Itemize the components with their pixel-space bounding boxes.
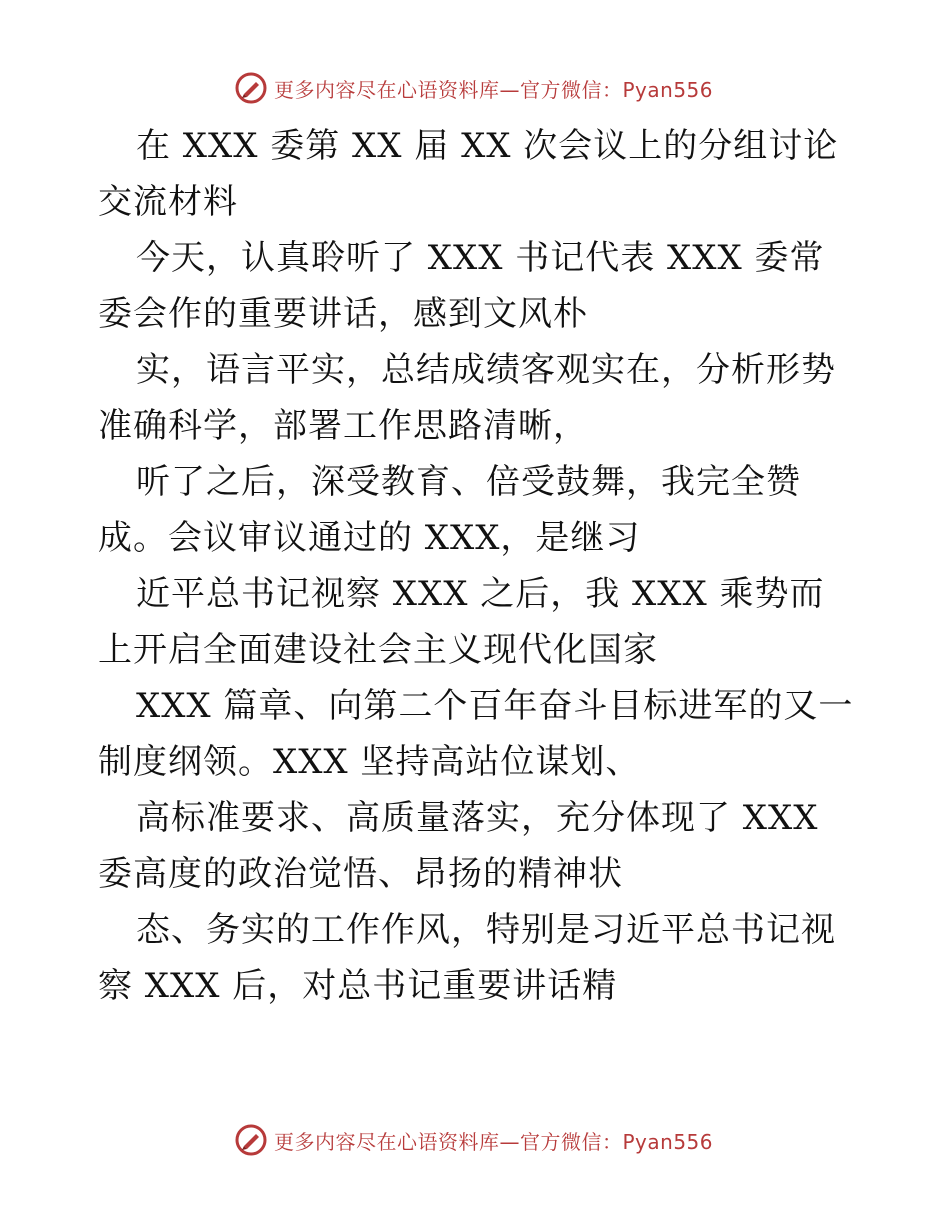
watermark-text: 更多内容尽在心语资料库—官方微信：Pyan556 [274,77,714,102]
pen-seal-icon [234,71,268,105]
pen-seal-icon [234,1123,268,1157]
document-body [98,118,858,1014]
paragraph-7: 态、务实的工作作风，特别是习近平总书记视察 XXX 后，对总书记重要讲话精 [98,910,836,1006]
paragraph-3: 听了之后，深受教育、倍受鼓舞，我完全赞成。会议审议通过的 XXX，是继习 [98,462,801,558]
watermark-text: 更多内容尽在心语资料库—官方微信：Pyan556 [274,1129,714,1154]
header-watermark [234,68,754,108]
paragraph-4: 近平总书记视察 XXX 之后，我 XXX 乘势而上开启全面建设社会主义现代化国家 [98,574,825,670]
document-title: 在 XXX 委第 XX 届 XX 次会议上的分组讨论交流材料 [98,126,839,222]
paragraph-6: 高标准要求、高质量落实，充分体现了 XXX 委高度的政治觉悟、昂扬的精神状 [98,798,831,894]
paragraph-1: 今天，认真聆听了 XXX 书记代表 XXX 委常委会作的重要讲话，感到文风朴 [98,238,825,334]
paragraph-2: 实，语言平实，总结成绩客观实在，分析形势准确科学，部署工作思路清晰， [98,350,836,446]
paragraph-5: XXX 篇章、向第二个百年奋斗目标进军的又一制度纲领。XXX 坚持高站位谋划、 [98,686,854,782]
footer-watermark [234,1120,754,1160]
